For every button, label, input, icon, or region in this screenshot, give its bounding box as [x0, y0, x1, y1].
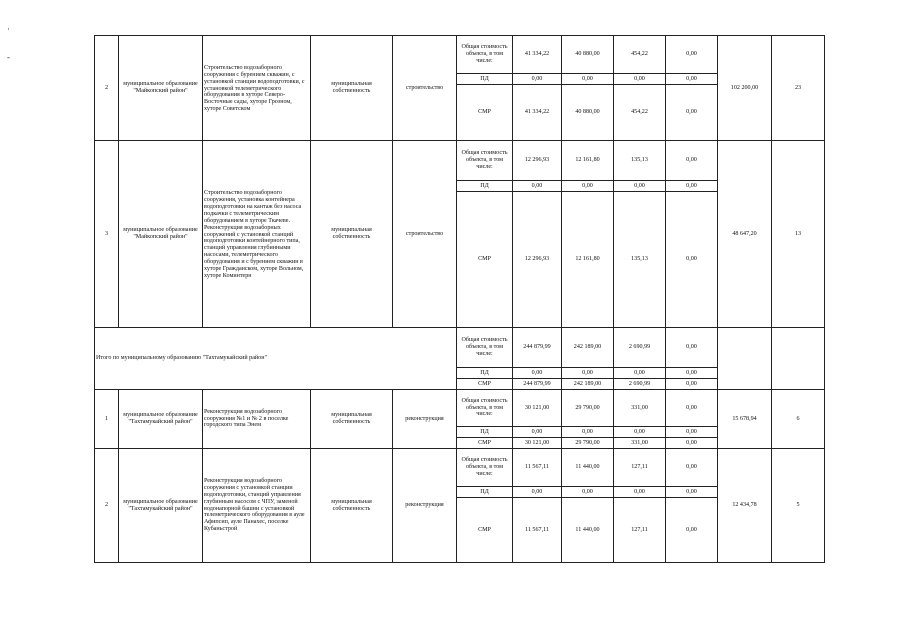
- cost-label: Общая стоимость объекта, в том числе:: [457, 141, 513, 181]
- cost-value: 0,00: [614, 74, 666, 85]
- work-type: реконструкция: [393, 449, 457, 563]
- ownership: муниципальная собственность: [311, 449, 393, 563]
- cost-value: 242 189,00: [562, 328, 614, 368]
- cost-table: [94, 35, 825, 563]
- object-description: Строительство водозаборного сооружения с бурением скважин, с установкой станции водоподготовки, с установкой телеметрического оборудования в хуторе Северо-Восточные сады, хуторе Грозном, хуторе Советском: [203, 36, 311, 141]
- cost-value: 331,00: [614, 390, 666, 427]
- cost-value: 11 567,11: [513, 498, 562, 563]
- cost-value: 11 440,00: [562, 449, 614, 487]
- cost-label: Общая стоимость объекта, в том числе:: [457, 449, 513, 487]
- table-row: [95, 449, 825, 487]
- cost-value: 12 161,80: [562, 192, 614, 328]
- cost-value: 331,00: [614, 438, 666, 449]
- total-value: 12 434,78: [718, 449, 772, 563]
- total-value: [718, 328, 772, 390]
- work-type: строительство: [393, 36, 457, 141]
- table-row: [95, 328, 825, 368]
- cost-value: 0,00: [614, 427, 666, 438]
- cost-value: 12 296,93: [513, 192, 562, 328]
- cost-value: 135,13: [614, 141, 666, 181]
- cost-label: ПД: [457, 427, 513, 438]
- cost-value: 0,00: [666, 487, 718, 498]
- cost-value: 0,00: [614, 487, 666, 498]
- table-row: [95, 141, 825, 181]
- table-row: [95, 390, 825, 427]
- municipality: муниципальное образование "Тахтамукайский район": [119, 449, 203, 563]
- count-value: 13: [772, 141, 825, 328]
- cost-value: 12 296,93: [513, 141, 562, 181]
- row-number: 3: [95, 141, 119, 328]
- cost-value: 0,00: [562, 487, 614, 498]
- row-number: 1: [95, 390, 119, 449]
- ownership: муниципальная собственность: [311, 141, 393, 328]
- cost-value: 0,00: [614, 181, 666, 192]
- cost-value: 135,13: [614, 192, 666, 328]
- cost-value: 0,00: [666, 328, 718, 368]
- cost-value: 244 879,99: [513, 328, 562, 368]
- cost-value: 30 121,00: [513, 390, 562, 427]
- cost-value: 0,00: [513, 181, 562, 192]
- cost-label: Общая стоимость объекта, в том числе:: [457, 36, 513, 74]
- cost-label: ПД: [457, 487, 513, 498]
- cost-value: 0,00: [666, 192, 718, 328]
- table-row: [95, 36, 825, 74]
- cost-value: 0,00: [562, 427, 614, 438]
- cost-value: 0,00: [562, 74, 614, 85]
- cost-value: 0,00: [513, 74, 562, 85]
- work-type: строительство: [393, 141, 457, 328]
- cost-value: 0,00: [666, 498, 718, 563]
- cost-value: 40 880,00: [562, 85, 614, 141]
- cost-value: 0,00: [666, 141, 718, 181]
- row-number: 2: [95, 36, 119, 141]
- cost-value: 0,00: [513, 368, 562, 379]
- cost-label: СМР: [457, 438, 513, 449]
- cost-value: 0,00: [666, 427, 718, 438]
- cost-value: 2 690,99: [614, 379, 666, 390]
- cost-label: СМР: [457, 192, 513, 328]
- cost-value: 41 334,22: [513, 85, 562, 141]
- cost-value: 127,11: [614, 498, 666, 563]
- cost-value: 454,22: [614, 85, 666, 141]
- cost-value: 244 879,99: [513, 379, 562, 390]
- cost-value: 0,00: [666, 74, 718, 85]
- object-description: Реконструкция водозаборного сооружения с установкой станции водоподготовки, станций управления глубинным насосом с ЧПУ, заменой водонапорной башни с установкой телеметрического оборудования в ауле Афипсип, ауле Панахес, поселке Кубаньстрой: [203, 449, 311, 563]
- cost-value: 11 440,00: [562, 498, 614, 563]
- subtotal-label: Итого по муниципальному образованию "Тахтамукайский район": [95, 328, 457, 390]
- cost-label: СМР: [457, 85, 513, 141]
- cost-label: Общая стоимость объекта, в том числе:: [457, 328, 513, 368]
- cost-value: 0,00: [666, 390, 718, 427]
- municipality: муниципальное образование "Майкопский район": [119, 36, 203, 141]
- object-description: Реконструкция водозаборного сооружения №1 и № 2 в поселке городского типа Энем: [203, 390, 311, 449]
- cost-label: Общая стоимость объекта, в том числе:: [457, 390, 513, 427]
- object-description: Строительство водозаборного сооружения, установка контейнера водоподготовки на кантаж без насоса подкачки с телеметрическим оборудованием в хуторе Ткачеве. Реконструкция водозаборных сооружений с установкой станций водоподготовки контейнерного типа, станций управления глубинными насосами, телеметрического оборудования и с бурением скважин в хуторе Гражданском, хуторе Вольном, хуторе Коминтерн: [203, 141, 311, 328]
- row-number: 2: [95, 449, 119, 563]
- cost-value: 242 189,00: [562, 379, 614, 390]
- ownership: муниципальная собственность: [311, 36, 393, 141]
- count-value: 5: [772, 449, 825, 563]
- cost-value: 0,00: [513, 427, 562, 438]
- cost-value: 0,00: [562, 368, 614, 379]
- cost-label: ПД: [457, 181, 513, 192]
- cost-value: 29 790,00: [562, 390, 614, 427]
- cost-value: 11 567,11: [513, 449, 562, 487]
- municipality: муниципальное образование "Майкопский район": [119, 141, 203, 328]
- cost-value: 12 161,80: [562, 141, 614, 181]
- cost-value: 0,00: [513, 487, 562, 498]
- cost-value: 454,22: [614, 36, 666, 74]
- cost-value: 0,00: [666, 449, 718, 487]
- total-value: 15 678,94: [718, 390, 772, 449]
- cost-label: СМР: [457, 379, 513, 390]
- cost-value: 0,00: [666, 368, 718, 379]
- cost-label: ПД: [457, 74, 513, 85]
- count-value: [772, 328, 825, 390]
- count-value: 23: [772, 36, 825, 141]
- cost-value: 127,11: [614, 449, 666, 487]
- count-value: 6: [772, 390, 825, 449]
- cost-value: 0,00: [666, 181, 718, 192]
- cost-value: 41 334,22: [513, 36, 562, 74]
- work-type: реконструкция: [393, 390, 457, 449]
- cost-value: 2 690,99: [614, 328, 666, 368]
- ownership: муниципальная собственность: [311, 390, 393, 449]
- total-value: 102 200,00: [718, 36, 772, 141]
- cost-value: 0,00: [666, 438, 718, 449]
- cost-value: 0,00: [614, 368, 666, 379]
- cost-value: 0,00: [562, 181, 614, 192]
- cost-label: ПД: [457, 368, 513, 379]
- cost-label: СМР: [457, 498, 513, 563]
- cost-value: 40 880,00: [562, 36, 614, 74]
- cost-value: 30 121,00: [513, 438, 562, 449]
- cost-value: 29 790,00: [562, 438, 614, 449]
- cost-value: 0,00: [666, 36, 718, 74]
- margin-mark-dash: -: [7, 52, 10, 62]
- total-value: 48 647,20: [718, 141, 772, 328]
- margin-mark-dot: ·: [7, 24, 10, 34]
- municipality: муниципальное образование "Тахтамукайский район": [119, 390, 203, 449]
- cost-value: 0,00: [666, 379, 718, 390]
- cost-value: 0,00: [666, 85, 718, 141]
